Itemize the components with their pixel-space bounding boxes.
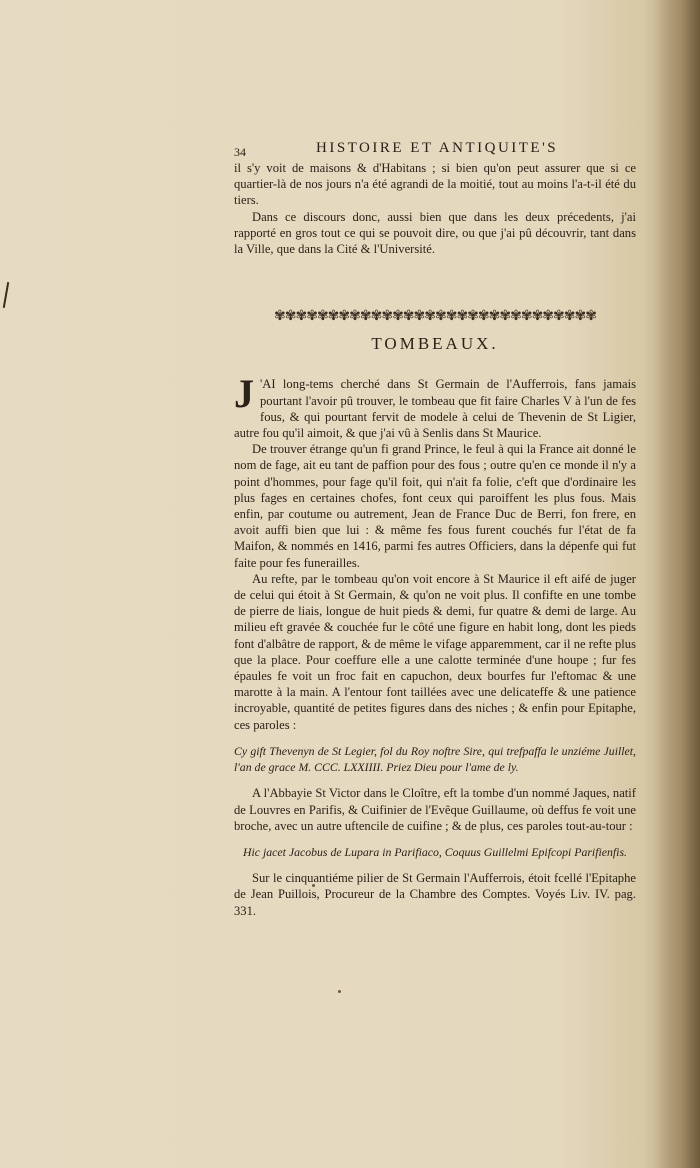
lead-paragraph-text: 'AI long-tems cherché dans St Germain de l'Aufferrois, fans jamais pourtant l'avoir pû trouver, le tombeau que fit faire Charles V à l'un de fes fous, & qui pourtant fervit de modele à celui de Thevenin de St Ligier, autre fou qu'il aimoit, & que j'ai vû à Senlis dans St Maurice.: [234, 377, 636, 441]
latin-inscription: Hic jacet Jacobus de Lupara in Parifiaco, Coquus Guillelmi Epifcopi Parifienfis.: [242, 844, 627, 859]
body-paragraph: Sur le cinquantiéme pilier de St Germain l'Aufferrois, étoit fcellé l'Epitaphe de Jean Puillois, Procureur de la Chambre des Comptes. Voyés Liv. IV. pag. 331.: [234, 871, 636, 918]
section-title: TOMBEAUX.: [371, 334, 499, 354]
text-column: [234, 140, 636, 919]
ink-speck: [338, 990, 341, 993]
body-paragraph: A l'Abbayie St Victor dans le Cloître, eft la tombe d'un nommé Jaques, natif de Louvres en Parifis, & Cuifinier de l'Evêque Guillaume, où deffus fe voit une broche, avec un autre uftencile de cuifine ; & de plus, ces paroles tout-au-tour :: [234, 786, 636, 833]
epitaph-quote: Cy gift Thevenyn de St Legier, fol du Roy noftre Sire, qui trefpaffa le unziéme Juillet, l'an de grace M. CCC. LXXIIII. Priez Dieu pour l'ame de ly.: [234, 743, 636, 775]
page-number: 34: [234, 145, 246, 159]
ornamental-rule: ✾✾✾✾✾✾✾✾✾✾✾✾✾✾✾✾✾✾✾✾✾✾✾✾✾✾✾✾✾✾: [274, 309, 596, 325]
drop-cap: J: [234, 371, 254, 417]
page-gutter-shadow: [654, 0, 700, 1168]
running-head: [234, 140, 636, 160]
intro-paragraph: il s'y voit de maisons & d'Habitans ; si bien qu'on peut assurer que si ce quartier-là de nos jours n'a été agrandi de la moitié, tout au moins l'a-t-il été du tiers.: [234, 161, 636, 208]
lead-paragraph: [234, 371, 636, 441]
margin-ink-mark: [3, 282, 9, 308]
running-title: HISTOIRE ET ANTIQUITE'S: [316, 140, 559, 156]
intro-paragraph: Dans ce discours donc, aussi bien que dans les deux précedents, j'ai rapporté en gros tout ce qui se pouvoit dire, ou que j'ai pû découvrir, tant dans la Ville, que dans la Cité & l'Université.: [234, 209, 636, 257]
body-paragraph: Au refte, par le tombeau qu'on voit encore à St Maurice il eft aifé de juger de celui qui étoit à St Germain, & qu'on ne voit plus. Il confifte en une tombe de pierre de liais, longue de huit pieds & demi, fur quatre & demi de large. Au milieu eft gravée & couchée fur le côté une figure en habit long, dont les pieds font d'albâtre de rapport, & de même le vifage apparemment, car il ne refte plus que la place. Pour coeffure elle a une calotte terminée d'une houpe ; fur fes épaules fe voit un froc fait en capuchon, deux bourfes fur l'eftomac & une marotte à la main. A l'entour font taillées avec une delicateffe & une patience incroyable, quantité de petites figures dans des niches ; & enfin pour Epitaphe, ces paroles :: [234, 571, 636, 732]
body-paragraph: De trouver étrange qu'un fi grand Prince, le feul à qui la France ait donné le nom de fage, ait eu tant de paffion pour des fous ; outre qu'en ce monde il n'y a point d'hommes, pour fage qu'il foit, qui n'ait fa folie, c'eft que d'ordinaire les plus fages en certaines chofes, font ceux qui paroiffent les plus fous. Mais enfin, par coutume ou autrement, Jean de France Duc de Berri, fon frere, en avoit auffi bien que lui : & même fes fous furent couchés fur l'état de fa Maifon, & nommés en 1416, parmi fes autres Officiers, dans la dépenfe qui fut faite pour fes funerailles.: [234, 442, 636, 570]
